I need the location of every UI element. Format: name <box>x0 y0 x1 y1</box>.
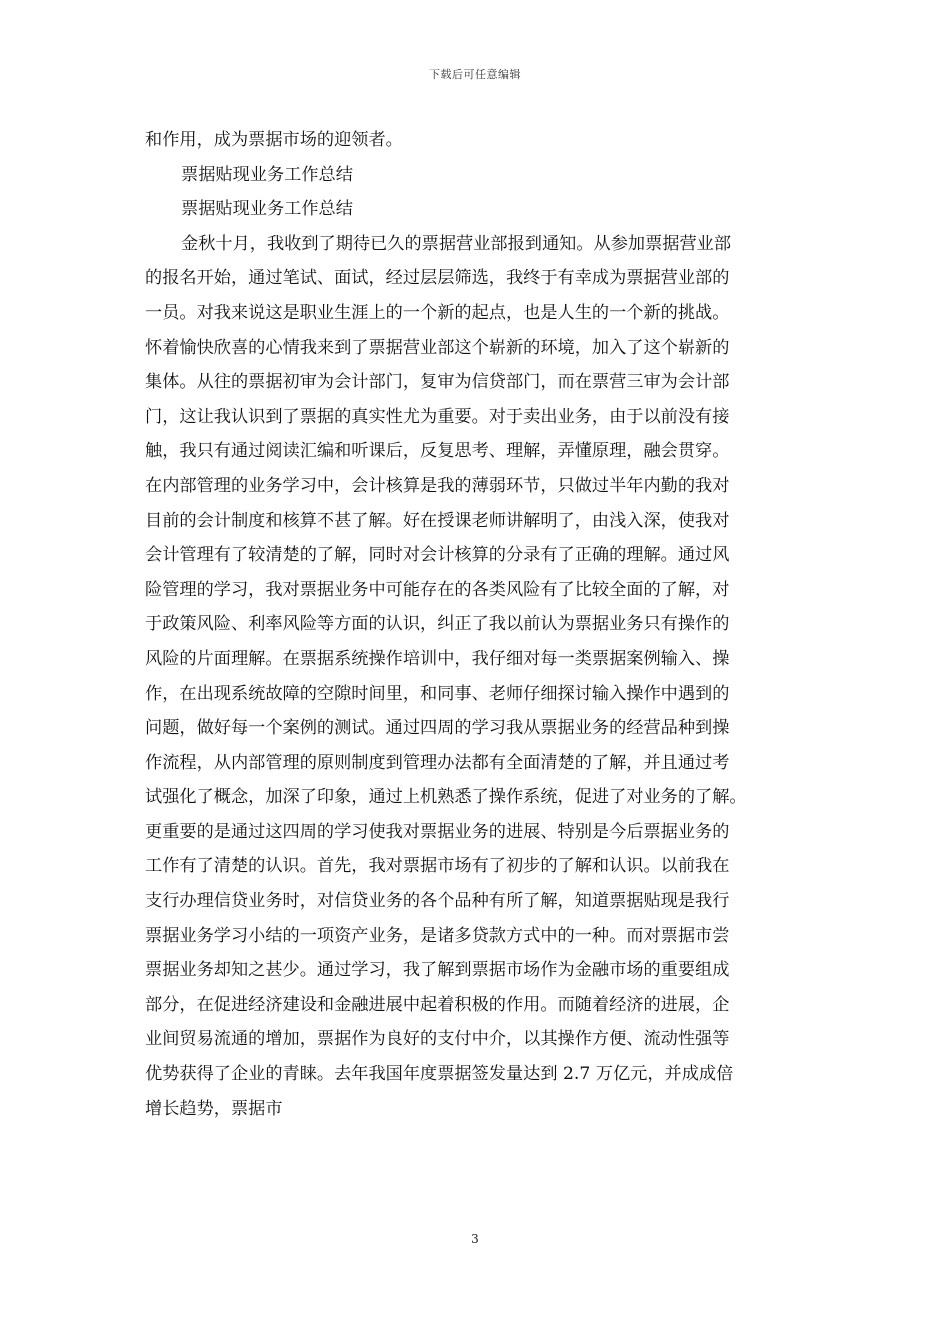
text-line: 和作用，成为票据市场的迎领者。 <box>145 130 403 150</box>
text-line: 目前的会计制度和核算不甚了解。好在授课老师讲解明了，由浅入深，使我对 <box>145 510 730 531</box>
text-line: 问题，做好每一个案例的测试。通过四周的学习我从票据业务的经营品种到操 <box>145 718 730 739</box>
text-line: 作流程，从内部管理的原则制度到管理办法都有全面清楚的了解，并且通过考 <box>145 752 730 773</box>
document-title: 票据贴现业务工作总结 <box>181 199 353 220</box>
text-line: 作，在出现系统故障的空隙时间里，和同事、老师仔细探讨输入操作中遇到的 <box>145 683 730 704</box>
text-line: 更重要的是通过这四周的学习使我对票据业务的进展、特别是今后票据业务的 <box>145 821 730 842</box>
text-line: 触，我只有通过阅读汇编和听课后，反复思考、理解，弄懂原理，融会贯穿。 <box>145 441 730 462</box>
text-line: 票据业务学习小结的一项资产业务，是诸多贷款方式中的一种。而对票据市尝 <box>145 925 730 946</box>
text-line: 增长趋势，票据市 <box>145 1098 283 1119</box>
text-line: 在内部管理的业务学习中，会计核算是我的薄弱环节，只做过半年内勤的我对 <box>145 475 730 496</box>
document-body <box>145 123 815 1126</box>
page-number: 3 <box>471 1232 479 1246</box>
text-line: 会计管理有了较清楚的了解，同时对会计核算的分录有了正确的理解。通过风 <box>145 545 730 566</box>
section-title: 票据贴现业务工作总结 <box>181 164 353 185</box>
paragraph-start: 金秋十月，我收到了期待已久的票据营业部报到通知。从参加票据营业部 <box>181 233 732 254</box>
page-header: 下载后可任意编辑 <box>429 68 521 81</box>
text-line: 支行办理信贷业务时，对信贷业务的各个品种有所了解，知道票据贴现是我行 <box>145 891 730 912</box>
text-line: 的报名开始，通过笔试、面试，经过层层筛选，我终于有幸成为票据营业部的 <box>145 268 730 289</box>
text-line: 部分，在促进经济建设和金融进展中起着积极的作用。而随着经济的进展，企 <box>145 994 730 1015</box>
text-line: 业间贸易流通的增加，票据作为良好的支付中介，以其操作方便、流动性强等 <box>145 1029 730 1050</box>
text-line: 工作有了清楚的认识。首先，我对票据市场有了初步的了解和认识。以前我在 <box>145 856 730 877</box>
text-line: 集体。从往的票据初审为会计部门，复审为信贷部门，而在票营三审为会计部 <box>145 372 730 393</box>
text-line: 门，这让我认识到了票据的真实性尤为重要。对于卖出业务，由于以前没有接 <box>145 406 730 427</box>
text-line: 风险的片面理解。在票据系统操作培训中，我仔细对每一类票据案例输入、操 <box>145 648 730 669</box>
text-line: 于政策风险、利率风险等方面的认识，纠正了我以前认为票据业务只有操作的 <box>145 614 730 635</box>
text-line: 优势获得了企业的青睐。去年我国年度票据签发量达到 2.7 万亿元，并成成倍 <box>145 1064 734 1085</box>
text-line: 一员。对我来说这是职业生涯上的一个新的起点，也是人生的一个新的挑战。 <box>145 302 730 323</box>
text-line: 怀着愉快欣喜的心情我来到了票据营业部这个崭新的环境，加入了这个崭新的 <box>145 337 730 358</box>
text-line: 试强化了概念，加深了印象，通过上机熟悉了操作系统，促进了对业务的了解。 <box>145 787 747 808</box>
text-line: 票据业务却知之甚少。通过学习，我了解到票据市场作为金融市场的重要组成 <box>145 960 730 981</box>
text-line: 险管理的学习，我对票据业务中可能存在的各类风险有了比较全面的了解，对 <box>145 579 730 600</box>
